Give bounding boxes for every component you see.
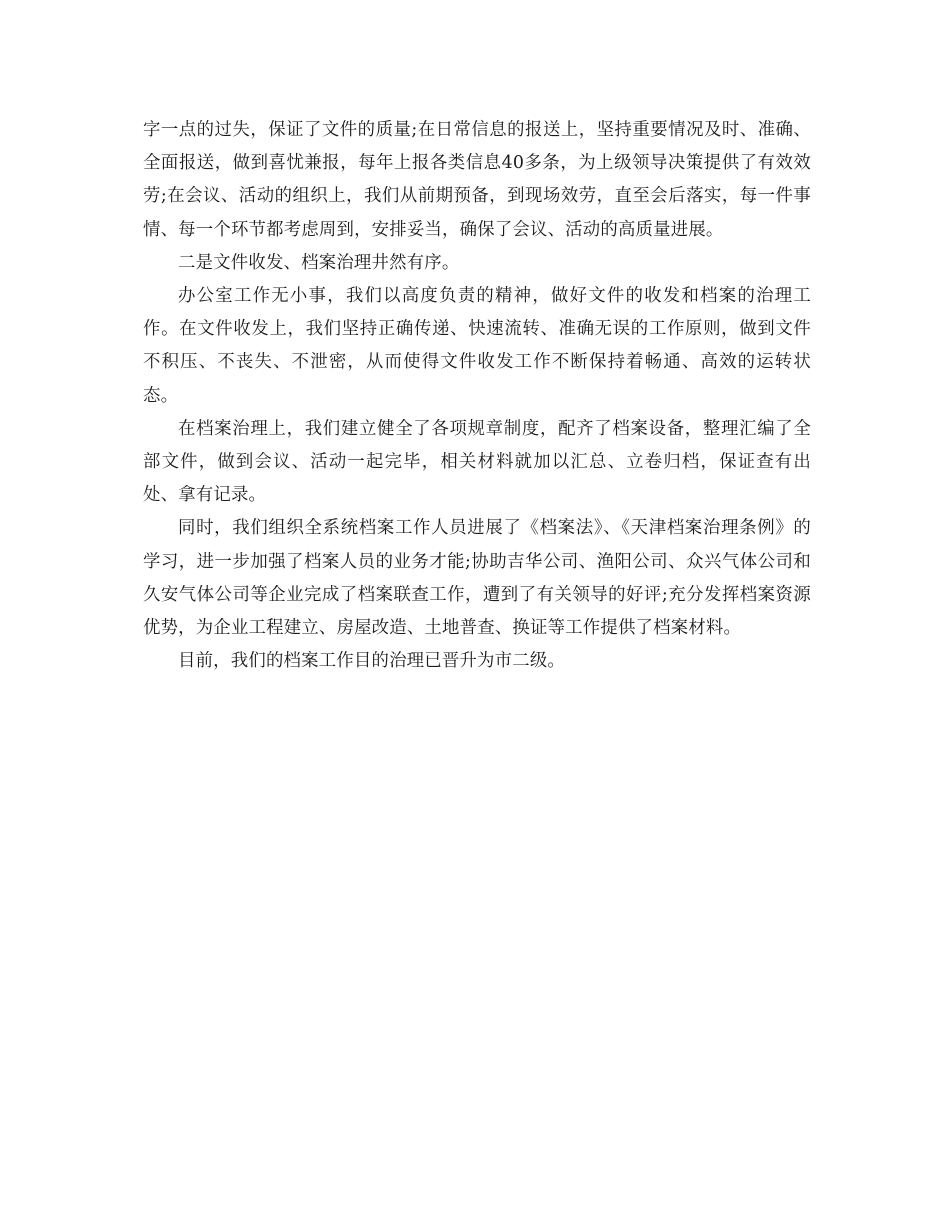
paragraph-archive-training: 同时，我们组织全系统档案工作人员进展了《档案法》、《天津档案治理条例》的学习，进一步加强了档案人员的业务才能;协助吉华公司、渔阳公司、众兴气体公司和久安气体公司等企业完成了档案联查工作，遭到了有关领导的好评;充分发挥档案资源优势，为企业工程建立、房屋改造、土地普查、换证等工作提供了档案材料。 <box>143 518 811 639</box>
paragraph-continuation: 字一点的过失，保证了文件的质量;在日常信息的报送上，坚持重要情况及时、准确、全面报送，做到喜忧兼报，每年上报各类信息40多条，为上级领导决策提供了有效效劳;在会议、活动的组织上，我们从前期预备，到现场效劳，直至会后落实，每一件事情、每一个环节都考虑周到，安排妥当，确保了会议、活动的高质量进展。 <box>143 120 811 240</box>
paragraph-file-handling: 办公室工作无小事，我们以高度负责的精神，做好文件的收发和档案的治理工作。在文件收发上，我们坚持正确传递、快速流转、准确无误的工作原则，做到文件不积压、不丧失、不泄密，从而使得文件收发工作不断保持着畅通、高效的运转状态。 <box>143 286 811 406</box>
paragraph-archive-management: 在档案治理上，我们建立健全了各项规章制度，配齐了档案设备，整理汇编了全部文件，做到会议、活动一起完毕，相关材料就加以汇总、立卷归档，保证查有出处、拿有记录。 <box>143 418 811 506</box>
document-body <box>143 114 811 678</box>
paragraph-archive-level: 目前，我们的档案工作目的治理已晋升为市二级。 <box>178 651 565 672</box>
paragraph-heading-archives: 二是文件收发、档案治理井然有序。 <box>178 252 460 273</box>
